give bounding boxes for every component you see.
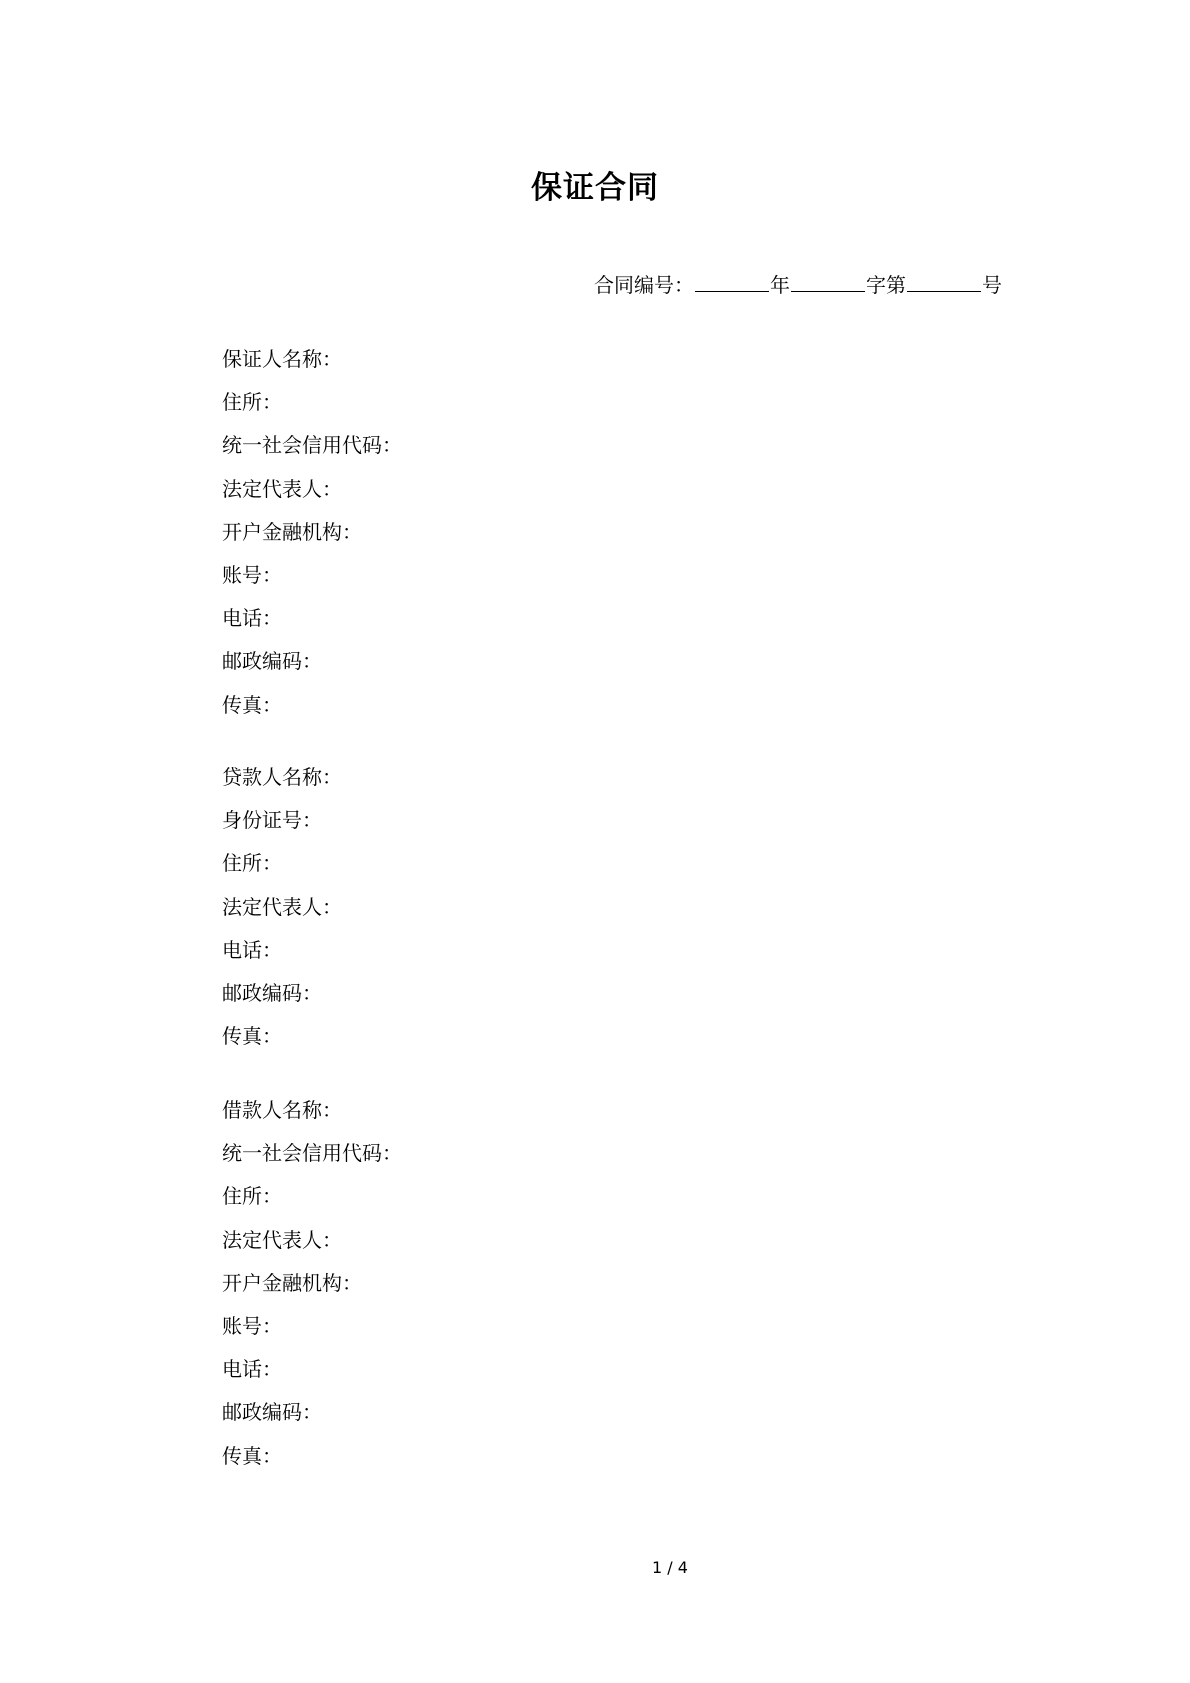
borrower-section (222, 1096, 402, 1485)
guarantor-postcode-field: 邮政编码： (222, 649, 322, 674)
borrower-credit-code-field: 统一社会信用代码： (222, 1141, 402, 1166)
borrower-fax-field: 传真： (222, 1443, 282, 1468)
borrower-phone-field: 电话： (222, 1357, 282, 1382)
lender-fax-field: 传真： (222, 1024, 282, 1049)
contract-number-blank-2[interactable] (791, 271, 865, 292)
page-number: 1 / 4 (652, 1558, 688, 1577)
guarantor-phone-field: 电话： (222, 606, 282, 631)
lender-legal-rep-field: 法定代表人： (222, 894, 342, 919)
lender-address-field: 住所： (222, 851, 282, 876)
contract-number-hao: 号 (982, 273, 1002, 297)
borrower-account-field: 账号： (222, 1313, 282, 1338)
contract-number-year: 年 (770, 273, 790, 297)
borrower-address-field: 住所： (222, 1184, 282, 1209)
guarantor-credit-code-field: 统一社会信用代码： (222, 433, 402, 458)
contract-number-blank-3[interactable] (907, 271, 981, 292)
borrower-legal-rep-field: 法定代表人： (222, 1227, 342, 1252)
borrower-name-field: 借款人名称： (222, 1098, 342, 1122)
lender-section (222, 763, 342, 1065)
lender-name-field: 贷款人名称： (222, 765, 342, 789)
borrower-postcode-field: 邮政编码： (222, 1400, 322, 1425)
lender-postcode-field: 邮政编码： (222, 980, 322, 1005)
guarantor-name-field: 保证人名称： (222, 347, 342, 371)
contract-number-line (594, 271, 1002, 299)
contract-number-zi-di: 字第 (866, 273, 906, 297)
guarantor-legal-rep-field: 法定代表人： (222, 476, 342, 501)
contract-number-blank-1[interactable] (695, 271, 769, 292)
borrower-bank-field: 开户金融机构： (222, 1270, 362, 1295)
page-title: 保证合同 (531, 170, 659, 206)
guarantor-bank-field: 开户金融机构： (222, 519, 362, 544)
guarantor-address-field: 住所： (222, 390, 282, 415)
lender-phone-field: 电话： (222, 937, 282, 962)
lender-id-number-field: 身份证号： (222, 808, 322, 833)
contract-number-label: 合同编号： (594, 273, 694, 297)
guarantor-fax-field: 传真： (222, 692, 282, 717)
guarantor-section (222, 345, 402, 734)
guarantor-account-field: 账号： (222, 562, 282, 587)
